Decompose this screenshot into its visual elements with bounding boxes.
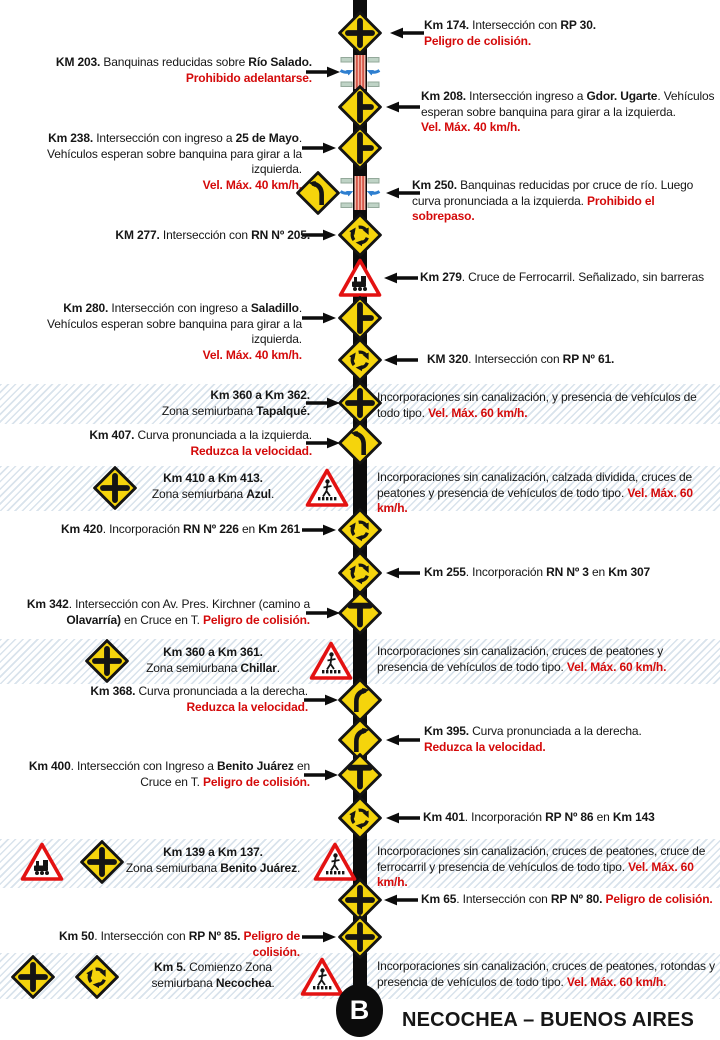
note-tapalque [377,390,717,421]
arrow-left-icon [390,27,424,39]
side-road-sign-icon [337,295,383,341]
warning-text: Reduzca la velocidad. [186,699,308,714]
warning-text: Vel. Máx. 40 km/h. [202,347,302,362]
roundabout-sign-icon [337,795,383,841]
roundabout-sign-icon [74,954,120,1000]
note-text: Incorporaciones sin canalización, cruces de peatones, rotondas y presencia de vehículos de todo tipo. Vel. Máx. 60 km/h. [377,959,715,989]
label-text: Km 208. Intersección ingreso a Gdor. Ugarte. Vehículos esperan sobre banquina para girar a la izquierda. [421,89,715,119]
warning-text: Vel. Máx. 40 km/h. [421,120,521,134]
railroad-crossing-sign-icon [20,842,64,882]
label-text: Km 50. Intersección con RP Nº 85. Peligro de colisión. [58,929,300,959]
arrow-left-icon [386,567,420,579]
label-text: Km 360 a Km 362. Zona semiurbana Tapalqué. [161,388,310,418]
label-text: Km 280. Intersección con ingreso a Saladillo. Vehículos esperan sobre banquina para girar a la izquierda. [47,301,302,346]
pedestrian-crossing-sign-icon [309,641,353,681]
t-junction-sign-icon [337,590,383,636]
label-text: Km 407. Curva pronunciada a la izquierda. [89,428,312,442]
arrow-left-icon [386,734,420,746]
roundabout-sign-icon [337,507,383,553]
roundabout-sign-icon [337,212,383,258]
label-km174 [424,18,709,49]
arrow-right-icon [306,607,340,619]
curve-left-sign-icon [295,170,341,216]
label-text: KM 277. Intersección con RN Nº 205. [115,228,310,242]
label-text: Km 65. Intersección con RP Nº 80. Peligro de colisión. [421,892,713,906]
label-km400 [18,759,310,790]
label-km208 [421,89,720,136]
label-text: Km 368. Curva pronunciada a la derecha. [90,684,308,698]
label-km280 [10,301,302,363]
label-text: Km 401. Incorporación RP Nº 86 en Km 143 [423,810,655,824]
label-azul [128,471,298,502]
arrow-right-icon [302,931,336,943]
note-azul [377,470,717,517]
label-km277 [55,228,310,244]
label-text: Km 255. Incorporación RN Nº 3 en Km 307 [424,565,651,579]
label-km250 [412,178,714,225]
arrow-left-icon [384,354,418,366]
arrow-left-icon [384,272,418,284]
warning-text: Prohibido adelantarse. [185,70,312,85]
arrow-right-icon [304,694,338,706]
narrow-bridge-icon [338,176,382,210]
label-benito-juarez [120,845,306,876]
label-necochea [128,960,298,991]
label-text: Km 174. Intersección con RP 30. [424,18,596,32]
pedestrian-crossing-sign-icon [300,957,344,997]
warning-text: Reduzca la velocidad. [424,739,546,754]
cross-intersection-sign-icon [10,954,56,1000]
label-km203 [30,55,312,86]
label-km279 [420,270,718,286]
label-text: Km 250. Banquinas reducidas por cruce de río. Luego curva pronunciada a la izquierda. Prohibido el sobrepaso. [412,178,694,223]
route-marker-b [336,984,383,1037]
route-title: NECOCHEA – BUENOS AIRES [402,1009,695,1031]
note-text: Incorporaciones sin canalización, y presencia de vehículos de todo tipo. Vel. Máx. 60 km/h. [377,390,697,420]
arrow-left-icon [384,894,418,906]
label-tapalque [95,388,310,419]
label-chillar [128,645,298,676]
cross-intersection-sign-icon [79,839,125,885]
note-necochea [377,959,717,990]
pedestrian-crossing-sign-icon [305,468,349,508]
label-text: Km 139 a Km 137. Zona semiurbana Benito Juárez. [125,845,301,875]
warning-text: Vel. Máx. 40 km/h. [202,177,302,192]
label-km255 [424,565,714,581]
note-text: Incorporaciones sin canalización, cruces de peatones y presencia de vehículos de todo tipo. Vel. Máx. 60 km/h. [377,644,667,674]
arrow-left-icon [386,812,420,824]
label-text: Km 342. Intersección con Av. Pres. Kirchner (camino a Olavarría) en Cruce en T. Peligro de colisión. [26,597,310,627]
label-text: Km 410 a Km 413. Zona semiurbana Azul. [151,471,275,501]
cross-intersection-sign-icon [337,914,383,960]
t-junction-sign-icon [337,752,383,798]
arrow-right-icon [306,397,340,409]
label-km342 [18,597,310,628]
note-benito-juarez [377,844,717,891]
label-text: Km 400. Intersección con Ingreso a Benito Juárez en Cruce en T. Peligro de colisión. [28,759,310,789]
side-road-sign-icon [337,84,383,130]
cross-intersection-sign-icon [84,638,130,684]
arrow-right-icon [302,524,336,536]
label-text: KM 203. Banquinas reducidas sobre Río Salado. [55,55,312,69]
warning-text: Peligro de colisión. [424,33,532,48]
arrow-left-icon [386,101,420,113]
label-km401 [423,810,718,826]
label-text: Km 279. Cruce de Ferrocarril. Señalizado, sin barreras [420,270,705,284]
warning-text: Reduzca la velocidad. [190,443,312,458]
label-text: Km 420. Incorporación RN Nº 226 en Km 261 [60,522,300,536]
arrow-right-icon [302,312,336,324]
arrow-right-icon [302,142,336,154]
label-text: Km 360 a Km 361. Zona semiurbana Chillar. [146,645,280,675]
label-text: Km 238. Intersección con ingreso a 25 de Mayo. Vehículos esperan sobre banquina para girar a la izquierda. [47,131,302,176]
label-km50 [28,929,300,960]
label-km420 [35,522,300,538]
label-km407 [65,428,312,459]
note-chillar [377,644,713,675]
label-km65 [421,892,719,908]
label-km395 [424,724,709,755]
roundabout-sign-icon [337,337,383,383]
side-road-sign-icon [337,125,383,171]
note-text: Incorporaciones sin canalización, calzada dividida, cruces de peatones y presencia de vehículos de todo tipo. Vel. Máx. 60 km/h. [377,470,693,515]
label-km238 [0,131,302,193]
label-km368 [70,684,308,715]
label-km320 [427,352,712,368]
route-marker-letter: B [349,995,370,1025]
curve-left-sign-icon [337,420,383,466]
label-text: KM 320. Intersección con RP Nº 61. [427,352,615,366]
label-text: Km 5. Comienzo Zona semiurbana Necochea. [151,960,275,990]
label-text: Km 395. Curva pronunciada a la derecha. [424,724,642,738]
cross-intersection-sign-icon [337,10,383,56]
railroad-crossing-sign-icon [338,258,382,298]
note-text: Incorporaciones sin canalización, cruces de peatones, cruce de ferrocarril y presencia de vehículos de todo tipo. Vel. Máx. 60 km/h. [377,844,706,889]
pedestrian-crossing-sign-icon [313,842,357,882]
